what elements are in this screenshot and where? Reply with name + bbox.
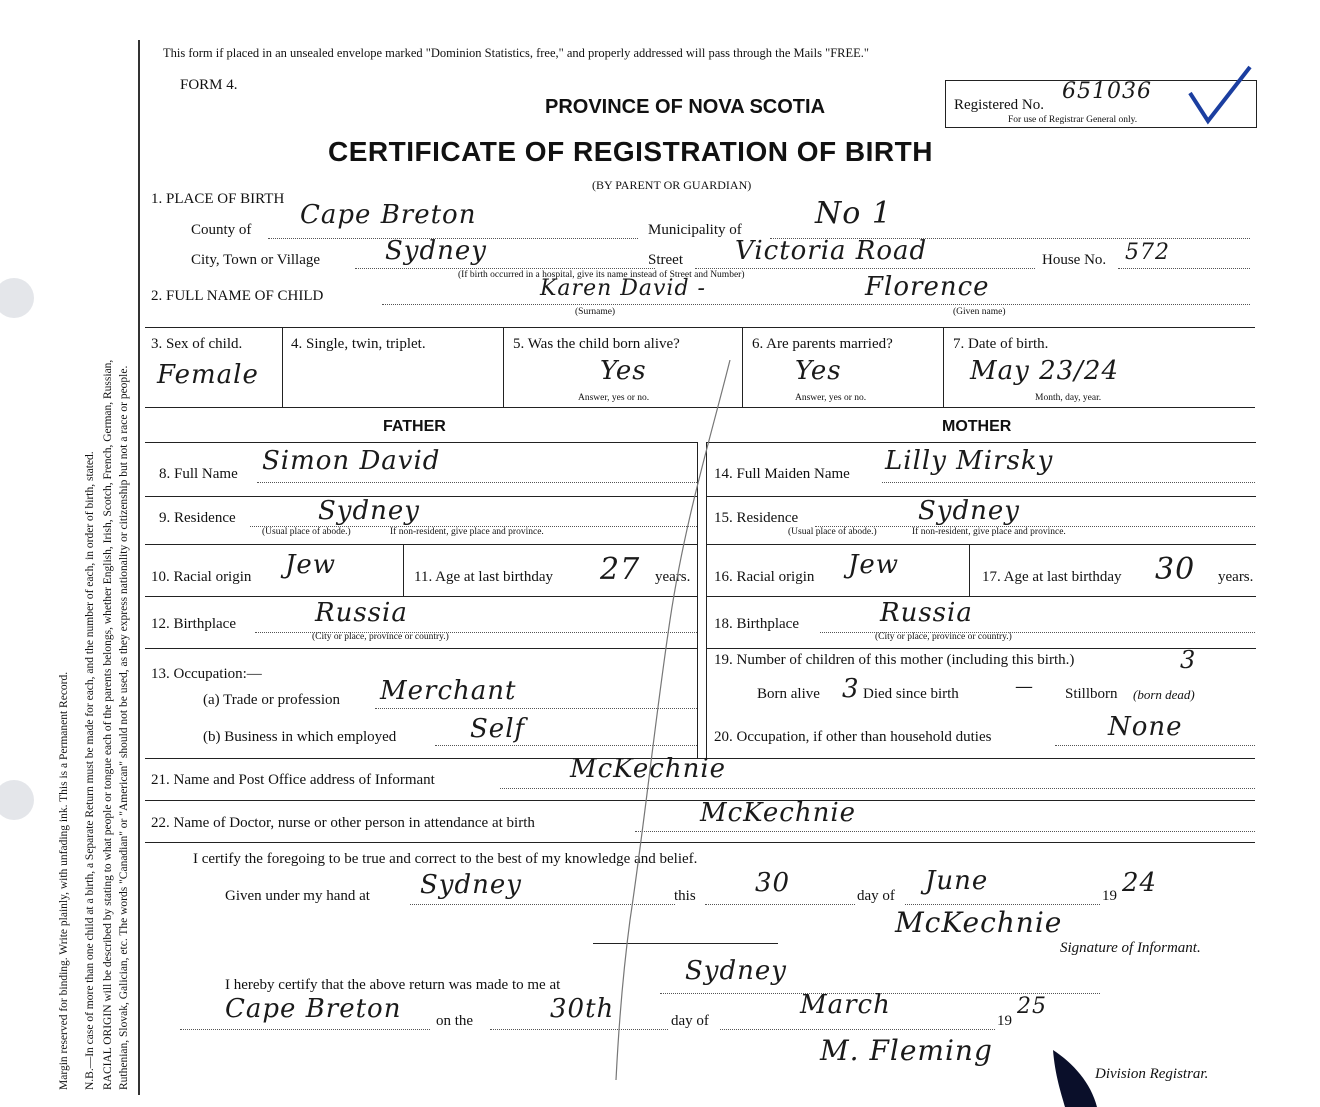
given-month-line [905,904,1100,905]
informant-signature: McKechnie [895,906,1063,939]
registered-number: 651036 [1062,79,1152,104]
nonresident-note: If non-resident, give place and province. [912,527,1066,537]
reg-month-value: March [800,990,891,1020]
died-since-value: — [1015,676,1034,697]
reg-year-value: 25 [1017,994,1047,1019]
married-label: 6. Are parents married? [752,336,893,352]
rule [145,327,1255,328]
rule [503,327,504,407]
father-residence-value: Sydney [318,496,420,526]
answer-note: Answer, yes or no. [578,393,650,403]
child-surname-value: Karen David - [540,276,706,301]
reg-day-value: 30th [550,994,615,1024]
given-at-value: Sydney [420,870,522,900]
registration-box [945,80,1257,128]
mother-residence-value: Sydney [918,496,1020,526]
date-birth-label: 7. Date of birth. [953,336,1049,352]
rule [282,327,283,407]
father-racial-value: Jew [285,550,337,580]
county-label: County of [191,222,252,238]
street-line [695,268,1035,269]
trade-value: Merchant [380,676,517,706]
rule [403,544,404,596]
margin-note-1: Margin reserved for binding. Write plainly, with unfading ink. This is a Permanent Record. [58,671,70,1090]
certificate-title: CERTIFICATE OF REGISTRATION OF BIRTH [328,136,933,167]
registrar-signature: M. Fleming [820,1034,993,1067]
given-day-value: 30 [755,868,791,898]
sex-label: 3. Sex of child. [151,336,243,352]
binding-hole [0,278,34,318]
father-age-label: 11. Age at last birthday [414,569,553,585]
child-name-label: 2. FULL NAME OF CHILD [151,288,324,304]
city-line [355,268,655,269]
rule [706,544,1256,545]
hospital-note: (If birth occurred in a hospital, give its name instead of Street and Number) [458,270,745,280]
margin-note-4: Ruthenian, Slovak, Galician, etc. The words "Canadian" or "American" should not be used, as they express nationality or citizenship but not a race or people. [118,365,130,1090]
children-label: 19. Number of children of this mother (including this birth.) [714,652,1075,668]
on-the-label: on the [436,1013,474,1029]
day-of-label-2: day of [671,1013,709,1029]
reg-at-value: Sydney [685,956,787,986]
mother-occupation-label: 20. Occupation, if other than household duties [714,729,992,745]
mother-racial-value: Jew [848,550,900,580]
rule [742,327,743,407]
rule [706,648,1256,649]
certificate-subtitle: (BY PARENT OR GUARDIAN) [592,178,752,192]
registrar-cert-label: I hereby certify that the above return was made to me at [225,977,561,993]
given-note: (Given name) [953,307,1006,317]
given-month-value: June [925,866,989,896]
city-place-note: (City or place, province or country.) [875,632,1012,642]
this-label: this [674,888,696,904]
date-birth-value: May 23/24 [970,356,1120,386]
house-no-value: 572 [1125,240,1170,265]
certify-statement: I certify the foregoing to be true and correct to the best of my knowledge and belief. [193,851,698,867]
mailing-notice: This form if placed in an unsealed envelope marked "Dominion Statistics, free," and properly addressed will pass through the Mails "FREE." [163,46,870,60]
stillborn-note: (born dead) [1133,687,1195,702]
county-value: Cape Breton [300,200,477,230]
city-label: City, Town or Village [191,252,321,268]
year-prefix-label-2: 19 [997,1013,1012,1029]
children-value: 3 [1180,646,1197,674]
informant-label: 21. Name and Post Office address of Informant [151,772,435,788]
rule [706,596,1256,597]
municipality-label: Municipality of [648,222,742,238]
margin-note-2: N.B.—In case of more than one child at a birth, a Separate Return must be made for each, and the number of each, in order of birth, stated. [84,451,96,1090]
informant-value: McKechnie [570,754,727,784]
born-alive-label: 5. Was the child born alive? [513,336,680,352]
trade-label: (a) Trade or profession [203,692,341,708]
year-prefix-label: 19 [1102,888,1117,904]
years-label: years. [655,569,691,585]
nonresident-note: If non-resident, give place and province. [390,527,544,537]
stillborn-label: Stillborn [1065,686,1118,702]
mother-age-value: 30 [1155,552,1196,587]
doctor-label: 22. Name of Doctor, nurse or other person in attendance at birth [151,815,535,831]
reg-month-line [720,1029,995,1030]
answer-note: Answer, yes or no. [795,393,867,403]
occupation-label: 13. Occupation:— [151,666,262,682]
single-label: 4. Single, twin, triplet. [291,336,426,352]
doctor-value: McKechnie [700,798,857,828]
mother-age-label: 17. Age at last birthday [982,569,1122,585]
father-birthplace-label: 12. Birthplace [151,616,236,632]
mother-name-label: 14. Full Maiden Name [714,466,850,482]
died-since-label: Died since birth [863,686,959,702]
mother-residence-label: 15. Residence [714,510,799,526]
usual-place-note: (Usual place of abode.) [788,527,877,537]
place-of-birth-label: 1. PLACE OF BIRTH [151,191,285,207]
usual-place-note: (Usual place of abode.) [262,527,351,537]
mother-occupation-line [1055,745,1255,746]
registrar-note: For use of Registrar General only. [1008,115,1138,125]
child-name-line [382,304,1250,305]
reg-county-line [180,1029,430,1030]
day-of-label: day of [857,888,895,904]
father-name-label: 8. Full Name [159,466,238,482]
surname-note: (Surname) [575,307,616,317]
form-number: FORM 4. [180,77,238,93]
father-name-value: Simon David [262,446,441,476]
municipality-value: No 1 [815,196,892,231]
father-heading: FATHER [383,418,446,435]
mother-name-value: Lilly Mirsky [885,446,1054,476]
father-age-value: 27 [600,552,641,587]
child-given-value: Florence [865,272,990,302]
business-value: Self [470,714,526,744]
street-label: Street [648,252,683,268]
street-value: Victoria Road [735,236,928,266]
mother-racial-label: 16. Racial origin [714,569,815,585]
father-birthplace-value: Russia [315,598,408,628]
house-no-line [1118,268,1250,269]
paper-crease-icon [600,360,740,1080]
reg-county-value: Cape Breton [225,994,402,1024]
mother-birthplace-label: 18. Birthplace [714,616,799,632]
years-label: years. [1218,569,1254,585]
sex-value: Female [157,360,259,390]
father-residence-label: 9. Residence [159,510,236,526]
margin-note-3: RACIAL ORIGIN will be described by stating to what people or tongue each of the parents belongs, whether English, Irish, Scotch, French, German, Russian, [102,359,114,1090]
city-place-note: (City or place, province or country.) [312,632,449,642]
registered-label: Registered No. [954,97,1044,113]
mother-name-line [882,482,1255,483]
born-alive-value: Yes [600,356,647,386]
check-mark-icon [1184,63,1254,133]
born-alive-count-value: 3 [842,674,860,704]
signature-informant-label: Signature of Informant. [1060,940,1201,956]
given-under-label: Given under my hand at [225,888,370,904]
city-value: Sydney [385,236,487,266]
rule [969,544,970,596]
married-value: Yes [795,356,842,386]
rule [706,442,1256,443]
rule [943,327,944,407]
mother-occupation-value: None [1108,712,1183,742]
month-day-year-note: Month, day, year. [1035,393,1102,403]
mother-heading: MOTHER [942,418,1012,435]
mother-birthplace-value: Russia [880,598,973,628]
house-no-label: House No. [1042,252,1107,268]
business-label: (b) Business in which employed [203,729,397,745]
father-racial-label: 10. Racial origin [151,569,252,585]
born-alive-count-label: Born alive [757,686,820,702]
margin-rule [138,40,140,1095]
province-heading: PROVINCE OF NOVA SCOTIA [545,96,826,118]
division-registrar-label: Division Registrar. [1095,1066,1209,1082]
given-year-value: 24 [1122,868,1158,898]
ink-blot-icon [1035,1045,1105,1107]
binding-hole [0,780,34,820]
